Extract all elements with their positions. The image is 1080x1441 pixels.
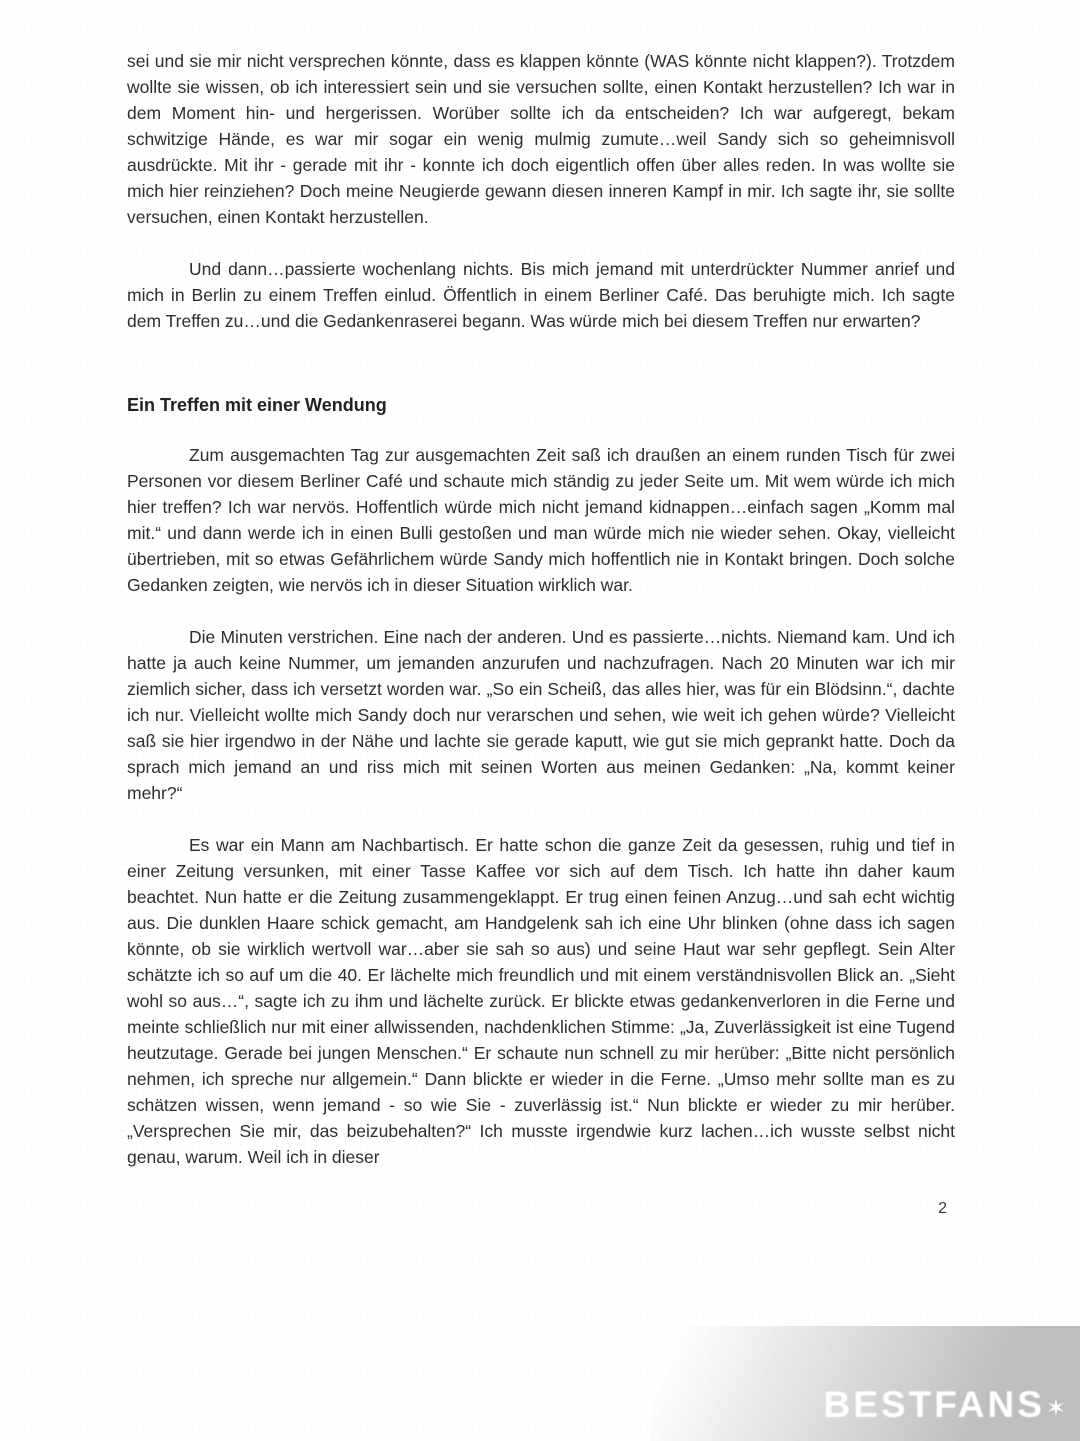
paragraph: Zum ausgemachten Tag zur ausgemachten Zeit saß ich draußen an einem runden Tisch für zwei Personen vor diesem Berliner Café und schaute mich ständig zu jeder Seite um. Mit wem würde ich mich hier treffen? Ich war nervös. Hoffentlich würde mich nicht jemand kidnappen…einfach sagen „Komm mal mit.“ und dann werde ich in einen Bulli gestoßen und man würde mich nie wieder sehen. Okay, vielleicht übertrieben, mit so etwas Gefährlichem würde Sandy mich hoffentlich nie in Kontakt bringen. Doch solche Gedanken zeigten, wie nervös ich in dieser Situation wirklich war. bbox=[127, 445, 955, 595]
page-number: 2 bbox=[938, 1200, 947, 1217]
section-heading: Ein Treffen mit einer Wendung bbox=[127, 395, 387, 415]
paragraph-continuation: sei und sie mir nicht versprechen könnte, dass es klappen könnte (WAS könnte nicht klappen?). Trotzdem wollte sie wissen, ob ich interessiert sein und sie versuchen sollte, einen Kontakt herzustellen? Ich war in dem Moment hin- und hergerissen. Worüber sollte ich da entscheiden? Ich war aufgeregt, bekam schwitzige Hände, es war mir sogar ein wenig mulmig zumute…weil Sandy sich so geheimnisvoll ausdrückte. Mit ihr - gerade mit ihr - konnte ich doch eigentlich offen über alles reden. In was wollte sie mich hier reinziehen? Doch meine Neugierde gewann diesen inneren Kampf in mir. Ich sagte ihr, sie sollte versuchen, einen Kontakt herzustellen. bbox=[127, 51, 955, 227]
paragraph: Es war ein Mann am Nachbartisch. Er hatte schon die ganze Zeit da gesessen, ruhig und tief in einer Zeitung versunken, mit einer Tasse Kaffee vor sich auf dem Tisch. Ich hatte ihn daher kaum beachtet. Nun hatte er die Zeitung zusammengeklappt. Er trug einen feinen Anzug…und sah echt wichtig aus. Die dunklen Haare schick gemacht, am Handgelenk sah ich eine Uhr blinken (ohne dass ich sagen könnte, ob sie wirklich wertvoll war…aber sie sah so aus) und seine Haut war sehr gepflegt. Sein Alter schätzte ich so auf um die 40. Er lächelte mich freundlich und mit einem verständnisvollen Blick an. „Sieht wohl so aus…“, sagte ich zu ihm und lächelte zurück. Er blickte etwas gedankenverloren in die Ferne und meinte schließlich nur mit einer allwissenden, nachdenklichen Stimme: „Ja, Zuverlässigkeit ist eine Tugend heutzutage. Gerade bei jungen Menschen.“ Er schaute nun schnell zu mir herüber: „Bitte nicht persönlich nehmen, ich spreche nur allgemein.“ Dann blickte er wieder in die Ferne. „Umso mehr sollte man es zu schätzen wissen, wenn jemand - so wie Sie - zuverlässig ist.“ Nun blickte er wieder zu mir herüber. „Versprechen Sie mir, das beizubehalten?“ Ich musste irgendwie kurz lachen…ich wusste selbst nicht genau, warum. Weil ich in dieser bbox=[127, 835, 955, 1167]
paragraph: Und dann…passierte wochenlang nichts. Bis mich jemand mit unterdrückter Nummer anrief und mich in Berlin zu einem Treffen einlud. Öffentlich in einem Berliner Café. Das beruhigte mich. Ich sagte dem Treffen zu…und die Gedankenraserei begann. Was würde mich bei diesem Treffen nur erwarten? bbox=[127, 259, 955, 331]
watermark-brand-text: BESTFANS bbox=[823, 1384, 1045, 1425]
watermark bbox=[650, 1326, 1080, 1441]
document-content bbox=[127, 48, 955, 1222]
star-icon: ✶ bbox=[1045, 1395, 1066, 1422]
paragraph: Die Minuten verstrichen. Eine nach der anderen. Und es passierte…nichts. Niemand kam. Und ich hatte ja auch keine Nummer, um jemanden anzurufen und nachzufragen. Nach 20 Minuten war ich mir ziemlich sicher, dass ich versetzt worden war. „So ein Scheiß, das alles hier, was für ein Blödsinn.“, dachte ich nur. Vielleicht wollte mich Sandy doch nur verarschen und sehen, wie weit ich gehen würde? Vielleicht saß sie hier irgendwo in der Nähe und lachte sie gerade kaputt, wie gut sie mich geprankt hatte. Doch da sprach mich jemand an und riss mich mit seinen Worten aus meinen Gedanken: „Na, kommt keiner mehr?“ bbox=[127, 627, 955, 803]
